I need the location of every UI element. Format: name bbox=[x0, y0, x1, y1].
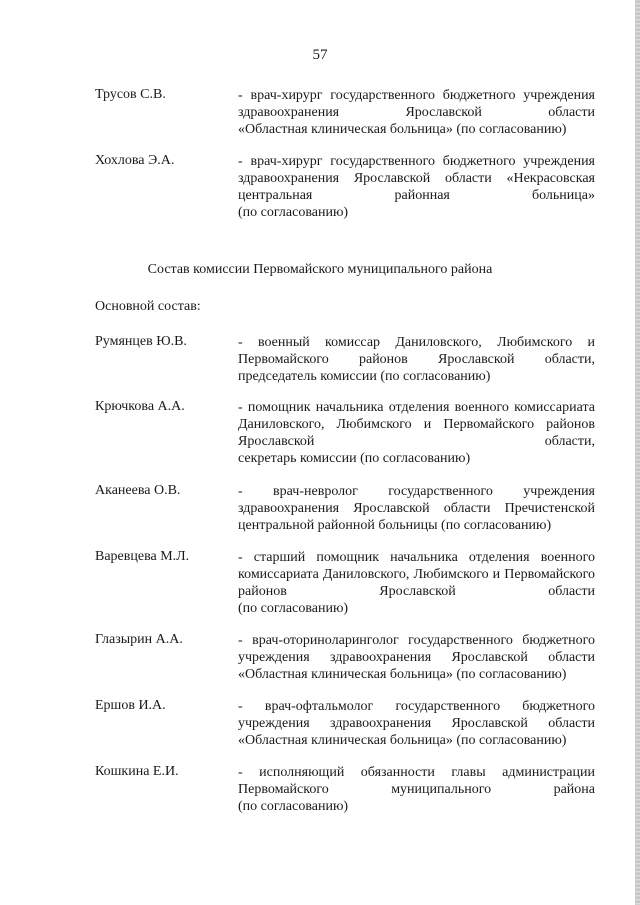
member-name: Кошкина Е.И. bbox=[95, 764, 179, 779]
section-title: Состав комиссии Первомайского муниципального района bbox=[147, 262, 493, 277]
subsection-title: Основной состав: bbox=[95, 299, 201, 314]
member-role-text: - помощник начальника отделения военного комиссариата Даниловского, Любимского и Первомайского районов Ярославской области, bbox=[238, 400, 595, 449]
member-role-text: - врач-офтальмолог государственного бюджетного учреждения здравоохранения Ярославской области bbox=[238, 699, 595, 731]
scan-page-edge bbox=[635, 0, 640, 905]
member-role bbox=[238, 549, 595, 617]
member-role-text: - исполняющий обязанности главы администрации Первомайского муниципального района bbox=[238, 765, 595, 797]
member-name: Хохлова Э.А. bbox=[95, 153, 175, 168]
member-role bbox=[238, 87, 595, 138]
member-role bbox=[238, 764, 595, 815]
member-role-text: - врач-невролог государственного учреждения здравоохранения Ярославской области Пречистенской bbox=[238, 484, 595, 516]
member-name: Крючкова А.А. bbox=[95, 399, 185, 414]
member-role-last-line: «Областная клиническая больница» (по согласованию) bbox=[238, 122, 567, 137]
member-name: Трусов С.В. bbox=[95, 87, 166, 102]
member-name: Глазырин А.А. bbox=[95, 632, 183, 647]
member-role bbox=[238, 399, 595, 467]
page-number: 57 bbox=[312, 47, 328, 63]
member-role-last-line: секретарь комиссии (по согласованию) bbox=[238, 451, 471, 466]
member-name: Варевцева М.Л. bbox=[95, 549, 190, 564]
member-name: Румянцев Ю.В. bbox=[95, 334, 187, 349]
member-role bbox=[238, 632, 595, 683]
member-role-text: - врач-оториноларинголог государственного бюджетного учреждения здравоохранения Ярославской области bbox=[238, 633, 595, 665]
member-role-last-line: «Областная клиническая больница» (по согласованию) bbox=[238, 733, 567, 748]
member-name: Ершов И.А. bbox=[95, 698, 166, 713]
member-role bbox=[238, 698, 595, 749]
member-role-last-line: «Областная клиническая больница» (по согласованию) bbox=[238, 667, 567, 682]
member-role-last-line: председатель комиссии (по согласованию) bbox=[238, 369, 491, 384]
member-role-last-line: (по согласованию) bbox=[238, 205, 349, 220]
member-role-text: - военный комиссар Даниловского, Любимского и Первомайского районов Ярославской области, bbox=[238, 335, 595, 367]
member-role bbox=[238, 334, 595, 385]
member-role bbox=[238, 153, 595, 221]
member-role-last-line: (по согласованию) bbox=[238, 601, 349, 616]
member-role-last-line: центральной районной больницы (по согласованию) bbox=[238, 518, 552, 533]
member-name: Аканеева О.В. bbox=[95, 483, 181, 498]
member-role-text: - врач-хирург государственного бюджетного учреждения здравоохранения Ярославской области bbox=[238, 88, 595, 120]
member-role-text: - врач-хирург государственного бюджетного учреждения здравоохранения Ярославской области «Некрасовская центральная районная больница» bbox=[238, 154, 595, 203]
member-role-text: - старший помощник начальника отделения военного комиссариата Даниловского, Любимского и Первомайского районов Ярославской области bbox=[238, 550, 595, 599]
member-role bbox=[238, 483, 595, 534]
member-role-last-line: (по согласованию) bbox=[238, 799, 349, 814]
